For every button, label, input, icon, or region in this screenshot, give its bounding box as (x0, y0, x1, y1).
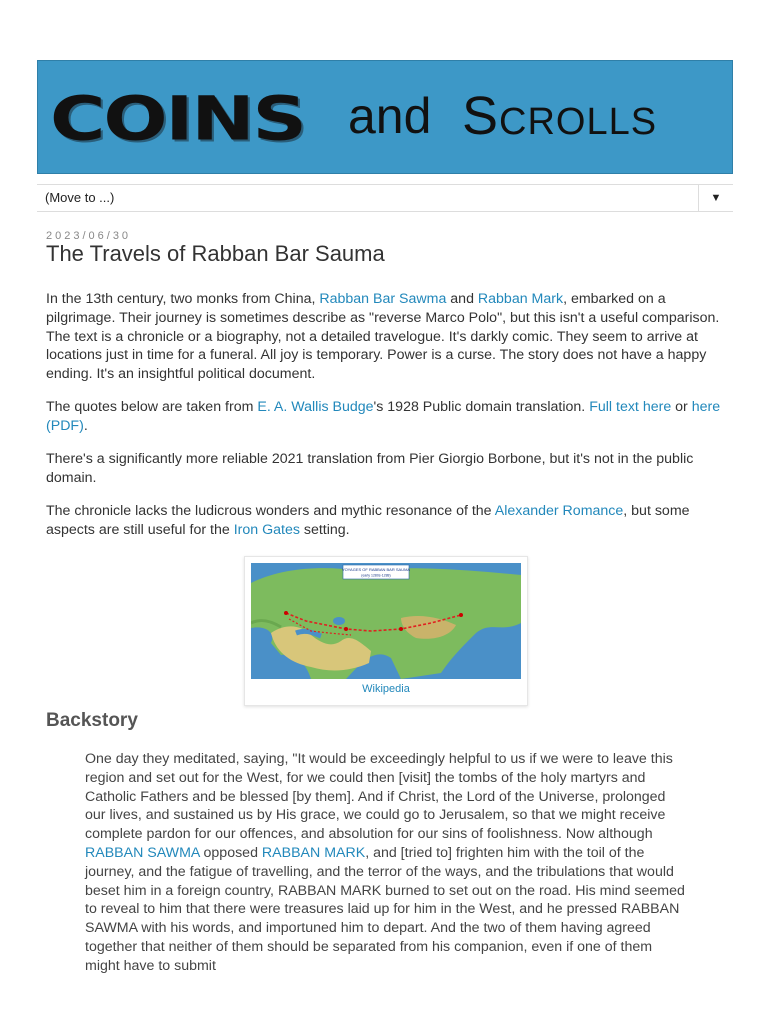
nav-select-label[interactable]: (Move to ...) (45, 190, 115, 205)
logo-scrolls-text: Scrolls (462, 86, 658, 146)
voyage-map-svg (251, 563, 521, 679)
caspian-sea (333, 617, 345, 625)
route-point (284, 611, 288, 615)
text-span: In the 13th century, two monks from China, (46, 291, 320, 307)
link-rabban-bar-sawma[interactable]: Rabban Bar Sawma (319, 291, 447, 307)
text-span: and (446, 291, 478, 307)
text-span: or (671, 399, 692, 415)
text-span: The chronicle lacks the ludicrous wonders and mythic resonance of the (46, 503, 495, 519)
backstory-quote (85, 750, 685, 976)
route-point (399, 627, 403, 631)
link-wallis-budge[interactable]: E. A. Wallis Budge (257, 399, 374, 415)
map-figure (244, 556, 528, 706)
map-title: VOYAGES OF RABBAN BAR SAUMA (341, 567, 411, 572)
chronicle-paragraph (46, 502, 726, 540)
link-rabban-mark-quote[interactable]: RABBAN MARK (261, 844, 366, 861)
section-heading-backstory: Backstory (46, 710, 138, 731)
text-span: setting. (299, 521, 350, 538)
text-span: , but some aspects are still useful for the (46, 503, 690, 538)
link-rabban-sawma-quote[interactable]: RABBAN SAWMA (85, 844, 200, 861)
text-span: opposed (199, 844, 262, 861)
translation-paragraph: There's a significantly more reliable 2021 translation from Pier Giorgio Borbone, but it's not in the public domain. (46, 451, 694, 486)
voyage-map-image[interactable] (251, 563, 521, 679)
link-full-text[interactable]: Full text here (589, 399, 672, 415)
text-span: , embarked on a pilgrimage. Their journey is sometimes describe as "reverse Marco Polo", but this isn't a useful comparison. The text is a chronicle or a biography, not a detailed travelogue. It's darkly comic. They seem to arrive at locations just in time for a funeral. All joy is temporary. Power is a curse. The story does not have a happy ending. It's an insightful political document. (46, 291, 720, 383)
text-span: 's 1928 Public domain translation. (373, 399, 590, 415)
page-navigation-select[interactable] (37, 184, 733, 212)
dropdown-arrow-icon[interactable]: ▼ (698, 185, 733, 211)
text-span: , and [tried to] frighten him with the toil of the journey, and the fatigue of travelling, and the terror of the ways, and the tribulations that would beset him in a foreign country, RABBAN MARK burned to set out on the road. His mind seemed to reveal to him that there were treasures laid up for him in the West, and he pressed RABBAN SAWMA with his words, and importuned him to depart. And the two of them having agreed together that neither of them should be separated from his companion, even if one of them might have to submit (85, 844, 685, 974)
link-alexander-romance[interactable]: Alexander Romance (494, 503, 624, 519)
route-point (344, 627, 348, 631)
map-subtitle: (early 1280s-1288) (361, 573, 391, 578)
post-title[interactable]: The Travels of Rabban Bar Sauma (46, 241, 385, 266)
link-rabban-mark[interactable]: Rabban Mark (477, 291, 564, 307)
source-paragraph (46, 398, 726, 436)
text-span: One day they meditated, saying, "It would be exceedingly helpful to us if we were to leave this region and set out for the West, for we could then [visit] the tombs of the holy martyrs and Catholic Fathers and be blessed [by them]. And if Christ, the Lord of the Universe, prolonged our lives, and sustained us by His grace, we could go to Jerusalem, so that we might receive complete pardon for our offences, and absolution for our sins of foolishness. Now although (85, 751, 673, 843)
blog-header[interactable] (37, 60, 733, 174)
blog-logo[interactable] (50, 77, 658, 161)
intro-paragraph (46, 290, 726, 384)
route-point (459, 613, 463, 617)
logo-and-text: and (348, 88, 432, 144)
text-span: . (83, 417, 88, 434)
link-iron-gates[interactable]: Iron Gates (233, 521, 300, 538)
logo-coins-text: COINS (50, 83, 305, 155)
post-date: 2023/06/30 (46, 230, 132, 242)
map-caption-link[interactable]: Wikipedia (362, 683, 410, 695)
link-pdf[interactable]: here (PDF) (46, 399, 721, 434)
text-span: The quotes below are taken from (46, 399, 258, 415)
